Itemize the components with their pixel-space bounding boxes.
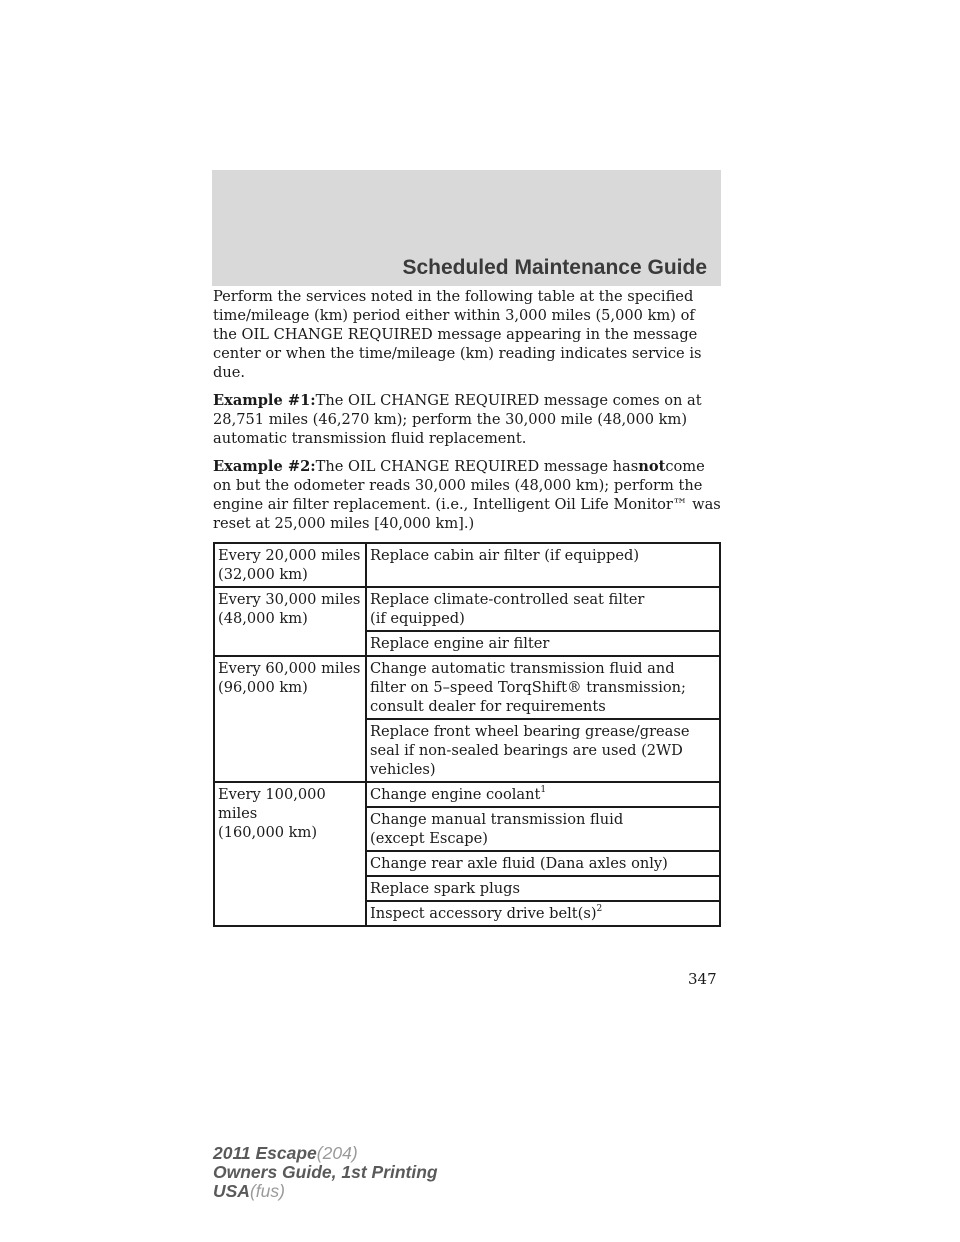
service-cell (366, 782, 720, 807)
example-2-emphasis: not (638, 458, 666, 475)
service-text: Change engine coolant (370, 786, 541, 803)
service-line: Change manual transmission fluid (370, 811, 624, 828)
table-row (214, 782, 720, 807)
service-cell: Replace cabin air filter (if equipped) (366, 543, 720, 587)
footer-market: USA (213, 1181, 250, 1201)
table-row (214, 543, 720, 587)
service-line: (except Escape) (370, 830, 488, 847)
section-header-band (212, 170, 721, 286)
service-cell (366, 901, 720, 926)
example-2-label: Example #2: (213, 458, 316, 475)
service-cell: Replace spark plugs (366, 876, 720, 901)
example-2-text-before: The OIL CHANGE REQUIRED message has (315, 458, 639, 475)
example-1-label: Example #1: (213, 392, 316, 409)
footnote-marker: 2 (596, 904, 603, 915)
service-cell (366, 807, 720, 851)
footer-line-model (213, 1144, 438, 1163)
interval-cell (214, 656, 366, 782)
footnote-marker: 1 (540, 785, 547, 796)
service-cell: Change automatic transmission fluid and filter on 5–speed TorqShift® transmission; consult dealer for requirements (366, 656, 720, 719)
footer-market-code: (fus) (249, 1181, 285, 1201)
interval-line: (96,000 km) (218, 679, 308, 696)
service-line: Replace climate-controlled seat filter (370, 591, 645, 608)
interval-line: (48,000 km) (218, 610, 308, 627)
footer-edition: Owners Guide, 1st Printing (213, 1162, 438, 1182)
print-footer (213, 1144, 438, 1201)
example-1-paragraph (213, 391, 721, 448)
interval-line: Every 60,000 miles (218, 660, 361, 677)
interval-line: (32,000 km) (218, 566, 308, 583)
service-cell (366, 587, 720, 631)
page-number: 347 (688, 970, 717, 988)
interval-line: Every 100,000 miles (218, 786, 326, 822)
example-2-text-after: come on but the odometer reads 30,000 miles (48,000 km); perform the engine air filter replacement. (i.e., Intelligent Oil Life Monitor™ was reset at 25,000 miles [40,000 km].) (213, 458, 721, 532)
interval-line: Every 30,000 miles (218, 591, 361, 608)
interval-cell (214, 782, 366, 926)
section-title: Scheduled Maintenance Guide (402, 256, 707, 279)
service-cell: Change rear axle fluid (Dana axles only) (366, 851, 720, 876)
service-line: (if equipped) (370, 610, 465, 627)
service-text: Inspect accessory drive belt(s) (370, 905, 597, 922)
footer-model-code: (204) (316, 1143, 358, 1163)
example-1-text: The OIL CHANGE REQUIRED message comes on at 28,751 miles (46,270 km); perform the 30,000 mile (48,000 km) automatic transmission fluid replacement. (213, 392, 702, 447)
footer-model: 2011 Escape (213, 1143, 317, 1163)
page-content (213, 287, 721, 927)
interval-cell (214, 587, 366, 656)
service-cell: Replace engine air filter (366, 631, 720, 656)
table-row (214, 656, 720, 719)
table-row (214, 587, 720, 631)
maintenance-schedule-table (213, 542, 721, 927)
interval-cell (214, 543, 366, 587)
service-cell: Replace front wheel bearing grease/grease seal if non-sealed bearings are used (2WD vehicles) (366, 719, 720, 782)
intro-paragraph: Perform the services noted in the following table at the specified time/mileage (km) period either within 3,000 miles (5,000 km) of the OIL CHANGE REQUIRED message appearing in the message center or when the time/mileage (km) reading indicates service is due. (213, 288, 702, 381)
footer-line-market (213, 1182, 438, 1201)
interval-line: (160,000 km) (218, 824, 318, 841)
example-2-paragraph (213, 457, 721, 533)
interval-line: Every 20,000 miles (218, 547, 361, 564)
